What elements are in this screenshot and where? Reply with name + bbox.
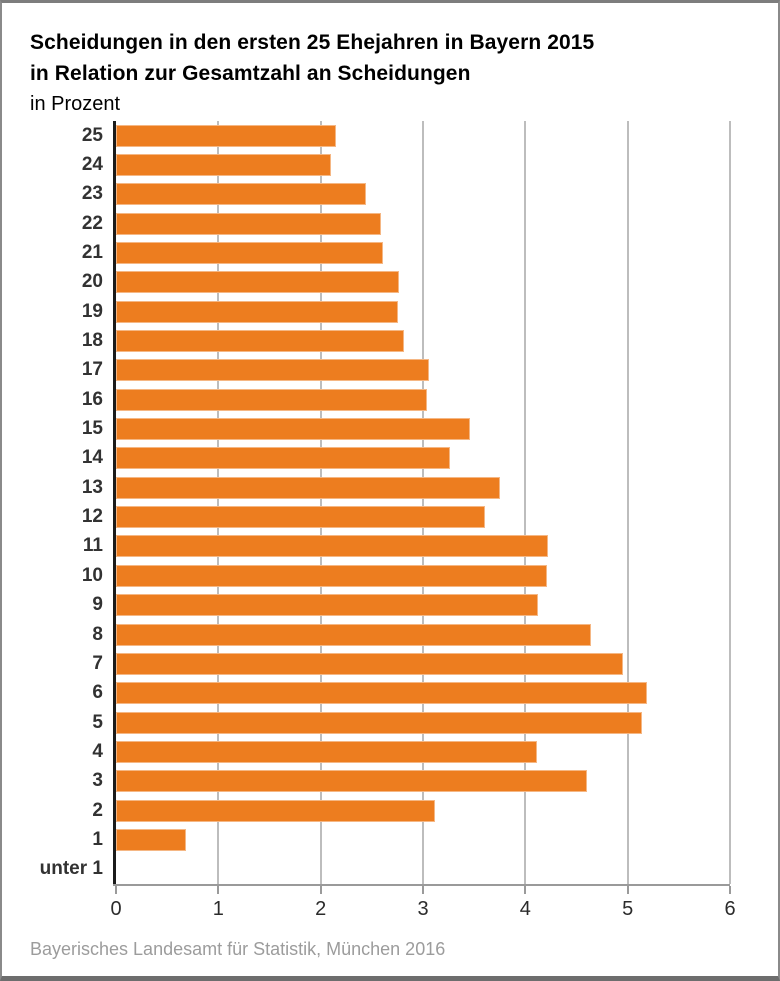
bar <box>116 477 500 499</box>
bar <box>116 359 429 381</box>
bar-row <box>81 444 730 473</box>
x-axis-tick-label: 5 <box>622 898 634 920</box>
bar <box>116 389 427 411</box>
bar-row <box>81 473 730 502</box>
bar <box>116 242 383 264</box>
bar-row <box>92 620 730 649</box>
y-axis-category-label: 17 <box>81 359 103 381</box>
bar-row <box>92 825 730 854</box>
y-axis-category-label: 23 <box>81 183 103 205</box>
x-axis-line <box>113 884 730 886</box>
bar-row <box>92 796 730 825</box>
x-axis-tick-label: 2 <box>315 898 327 920</box>
bar-row <box>92 591 730 620</box>
bar-row <box>81 150 730 179</box>
y-axis-category-label: 8 <box>92 623 103 645</box>
y-axis-category-label: 12 <box>81 506 103 528</box>
bar-chart <box>39 121 736 920</box>
bar-rows <box>39 121 730 884</box>
bar-row <box>81 268 730 297</box>
bar <box>116 770 587 792</box>
y-axis-line <box>113 121 116 884</box>
y-axis-category-label: 10 <box>81 564 103 586</box>
y-axis-category-label: 9 <box>92 594 103 616</box>
bar <box>116 271 399 293</box>
x-axis-tick-3 <box>422 886 424 894</box>
bar <box>116 125 336 147</box>
bar <box>116 741 537 763</box>
bar-row <box>81 180 730 209</box>
bar-row <box>81 121 730 150</box>
bar-row <box>92 708 730 737</box>
bar-row <box>81 414 730 443</box>
bar-row <box>92 649 730 678</box>
bar-row <box>81 561 730 590</box>
bar <box>116 594 538 616</box>
x-axis-tick-label: 1 <box>212 898 224 920</box>
chart-title-line2: in Relation zur Gesamtzahl an Scheidungen <box>30 62 471 85</box>
y-axis-category-label: 11 <box>82 535 103 557</box>
y-axis-category-label: 2 <box>92 799 103 821</box>
bar-row <box>81 297 730 326</box>
y-axis-category-label: 4 <box>92 740 103 762</box>
x-axis-tick-label: 0 <box>110 898 122 920</box>
x-axis-tick-5 <box>627 886 629 894</box>
chart-title-line1: Scheidungen in den ersten 25 Ehejahren in Bayern 2015 <box>30 31 595 54</box>
bar <box>116 330 404 352</box>
y-axis-category-label: 18 <box>81 330 103 352</box>
y-axis-category-label: 21 <box>81 242 103 264</box>
y-axis-category-label: 19 <box>81 300 103 322</box>
chart-header <box>30 27 750 119</box>
bar <box>116 624 591 646</box>
y-axis-category-label: 15 <box>81 418 103 440</box>
bar-row <box>81 209 730 238</box>
y-axis-category-label: 3 <box>92 770 103 792</box>
bar-row <box>92 737 730 766</box>
y-axis-category-label: 6 <box>92 682 103 704</box>
y-axis-category-label: 5 <box>92 711 103 733</box>
bar <box>116 213 381 235</box>
x-axis-tick-1 <box>217 886 219 894</box>
x-axis-tick-label: 6 <box>724 898 736 920</box>
y-axis-category-label: 16 <box>81 388 103 410</box>
y-axis-category-label: 25 <box>81 124 103 146</box>
bar <box>116 800 435 822</box>
y-axis-category-label: unter 1 <box>39 858 103 880</box>
bar <box>116 682 647 704</box>
bar-row <box>39 855 730 884</box>
y-axis-category-label: 14 <box>81 447 103 469</box>
chart-subtitle: in Prozent <box>30 93 121 115</box>
y-axis-category-label: 13 <box>81 476 103 498</box>
bar <box>116 154 331 176</box>
x-axis-tick-6 <box>729 886 731 894</box>
y-axis-category-label: 24 <box>81 154 103 176</box>
bar <box>116 447 450 469</box>
chart-title <box>30 27 750 89</box>
x-axis-tick-4 <box>524 886 526 894</box>
plot-area <box>39 121 736 920</box>
bar <box>116 301 398 323</box>
x-axis-tick-0 <box>115 886 117 894</box>
bar-row <box>82 532 730 561</box>
bar <box>116 653 623 675</box>
bar <box>116 535 548 557</box>
y-axis-category-label: 1 <box>92 828 103 850</box>
x-axis-tick-2 <box>320 886 322 894</box>
bar <box>116 506 485 528</box>
y-axis-category-label: 22 <box>81 212 103 234</box>
bar <box>116 829 186 851</box>
bar-row <box>81 356 730 385</box>
bar-row <box>81 238 730 267</box>
bar-row <box>92 767 730 796</box>
x-axis-tick-label: 3 <box>417 898 429 920</box>
bar <box>116 712 642 734</box>
bar-row <box>92 679 730 708</box>
y-axis-category-label: 7 <box>92 652 103 674</box>
x-axis-tick-label: 4 <box>519 898 531 920</box>
source-note: Bayerisches Landesamt für Statistik, München 2016 <box>30 939 446 959</box>
bar <box>116 418 470 440</box>
bar <box>116 183 366 205</box>
bar-row <box>81 385 730 414</box>
bar <box>116 565 547 587</box>
bar-row <box>81 326 730 355</box>
y-axis-category-label: 20 <box>81 271 103 293</box>
bar-row <box>81 502 730 531</box>
